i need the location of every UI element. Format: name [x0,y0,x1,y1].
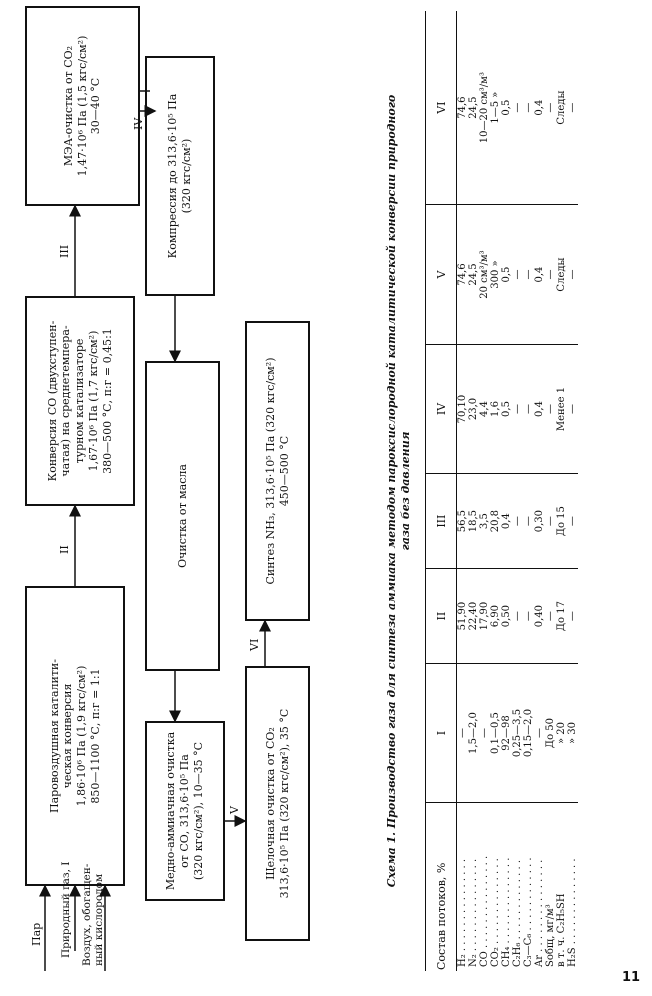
stream-label-III: III [58,244,71,258]
stream-label-IV: IV [132,117,145,130]
input-steam: Пар [30,922,43,946]
header-IV: IV [426,344,457,473]
header-VI: VI [426,11,457,205]
header-I: I [426,664,457,803]
figure-caption: Схема 1. Производство газа для синтеза аммиака методом пароксиcлородной каталитической конверсии природного газа без давления [385,94,412,888]
stream-label-V: V [228,806,241,814]
cell-stream-IV: 70,10 23,0 4,4 1,6 0,5 — — 0,4 — Менее 1 — [457,344,579,473]
composition-table [425,11,578,971]
cell-components: H₂ . . . . . . . . . . . . . . . N₂ . . . . . . . . . . . . . . . CO . . . . . . . . . . . . . . . CO₂ . . . . . . . . . . . . . . CH₄ . . . . . . . . . . . . . . C₂H₆ . . . . . . . . . . . . . C₃—C₆ . . . . . . . . . . . . Ar . . . . . . . . . . . . . . . Sобщ, мг/м³ в т. ч. C₂H₅SH H₂S . . . . . . . . . . . . . . [457,855,578,967]
box-steam-oxygen-reforming: Паровоздушная каталити- ческая конверсия 1,86·10⁶ Па (1,9 кгс/см²) 850—1100 °С, п:г = 1:1 [25,586,125,886]
box-alkali-cleanup: Щелочная очистка от СО₂ 313,6·10⁵ Па (320 кгс/см²), 35 °С [245,666,310,941]
header-II: II [426,569,457,664]
box-co-conversion: Конверсия СО (двухступен- чатая) на среднетемпера- турном катализаторе 1,67·10⁶ Па (1,7 кгс/см²) 380—500 °С, п:г = 0,45:1 [25,296,135,506]
input-natural-gas: Природный газ, I [60,861,72,958]
cell-stream-III: 56,5 18,5 3,5 20,8 0,4 — — 0,30 — До 15 — [457,474,579,569]
box-ammonia-synthesis: Синтез NH₃, 313,6·10⁵ Па (320 кгс/см²) 450—500 °С [245,321,310,621]
cell-stream-V: 74,6 24,5 20 см³/м³ 300 » 0,5 — — 0,4 — Следы — [457,205,579,345]
stream-label-II: II [58,545,71,554]
box-oil-cleanup: Очистка от масла [145,361,220,671]
cell-stream-VI: 74,6 24,5 10—20 см³/м³ 1—5 » 0,5 — — 0,4 — Следы — [457,11,579,205]
box-mea-cleanup: МЭА-очистка от СО₂ 1,47·10⁶ Па (1,5 кгс/см²) 30—40 °С [25,6,140,206]
cell-stream-II: 51,90 22,40 17,90 6,90 0,50 — — 0,40 — До 17 — [457,569,579,664]
box-compression: Компрессия до 313,6·10⁵ Па (320 кгс/см²) [145,56,215,296]
page-number: 11 [622,970,641,985]
box-copper-ammonia-cleanup: Медно-аммиачная очистка от СО, 313,6·10⁵ Па (320 кгс/см²), 10—35 °С [145,721,225,901]
stream-label-VI: VI [248,638,261,651]
table-header-row [426,11,457,971]
table-row [457,11,579,971]
header-composition: Состав потоков, % [426,803,457,972]
cell-stream-I: — 1,5—2,0 — 0,1—0,5 92—98 0,25—3,5 0,15—2,0 — До 50 » 20 » 30 [457,664,579,803]
header-V: V [426,205,457,345]
input-enriched-air: Воздух, обогащен- ный кислородом [81,863,105,966]
header-III: III [426,474,457,569]
